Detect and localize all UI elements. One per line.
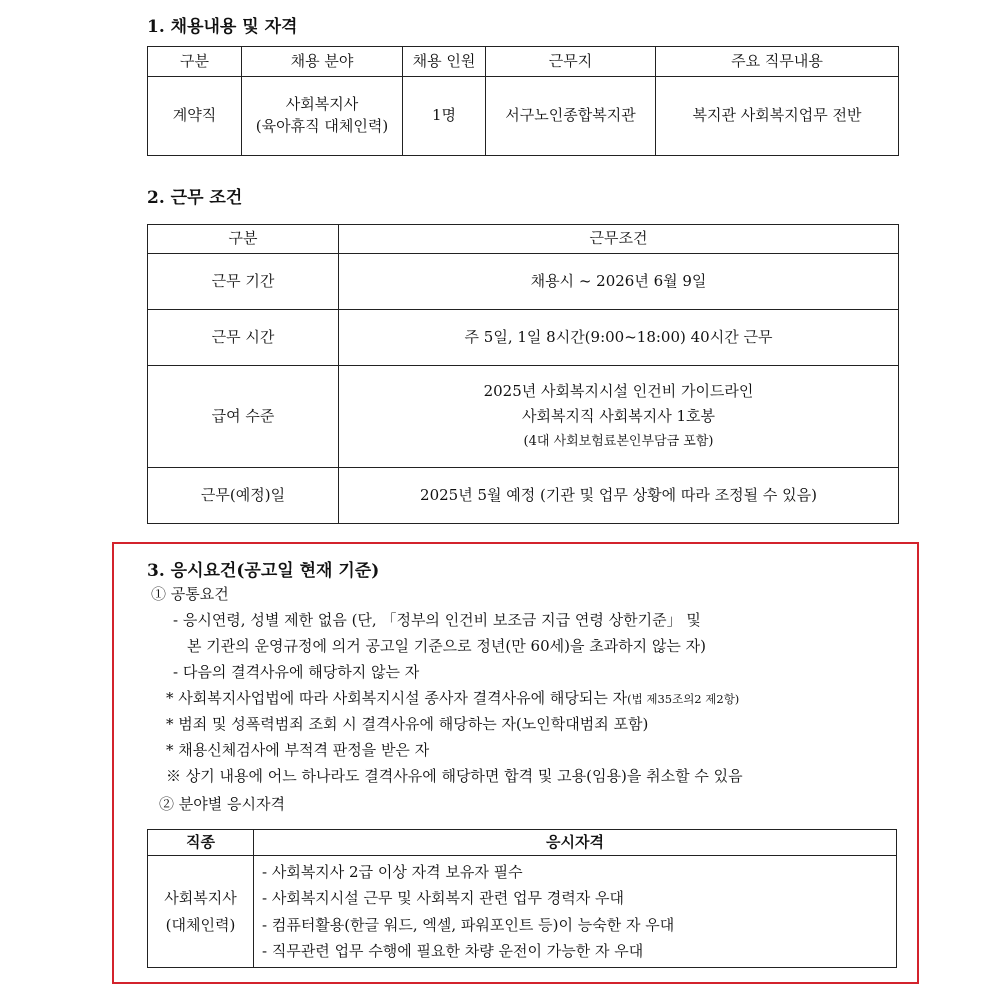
salary-line3: (4대 사회보험료본인부담금 포함) <box>523 433 714 449</box>
cell-count: 1명 <box>403 77 486 156</box>
header-job: 직종 <box>148 830 254 856</box>
section3-heading: 3. 응시요건(공고일 현재 기준) <box>147 561 380 581</box>
row-label-salary: 급여 수준 <box>148 366 339 468</box>
cell-qualifications <box>254 856 897 968</box>
qual-line-experience: - 사회복지시설 근무 및 사회복지 관련 업무 경력자 우대 <box>262 889 624 908</box>
req-line-age: - 응시연령, 성별 제한 없음 (단, 「정부의 인건비 보조금 지급 연령 상한기준」 및 <box>173 611 701 629</box>
req-line-crime-check: * 범죄 및 성폭력범죄 조회 시 결격사유에 해당하는 자(노인학대범죄 포함) <box>166 715 649 733</box>
header-field: 채용 분야 <box>242 47 403 77</box>
cell-type: 계약직 <box>148 77 242 156</box>
req-line-health-check: * 채용신체검사에 부적격 판정을 받은 자 <box>166 741 430 759</box>
row-value-hours: 주 5일, 1일 8시간(9:00~18:00) 40시간 근무 <box>339 310 899 366</box>
header-location: 근무지 <box>486 47 656 77</box>
req-line-age-cont: 본 기관의 운영규정에 의거 공고일 기준으로 정년(만 60세)을 초과하지 않는 자) <box>187 637 707 655</box>
qualifications-table <box>147 829 897 968</box>
qual-line-driving: - 직무관련 업무 수행에 필요한 차량 운전이 가능한 자 우대 <box>262 941 644 960</box>
row-label-start-date: 근무(예정)일 <box>148 468 339 524</box>
req-line-welfare-act <box>166 691 739 706</box>
header-count: 채용 인원 <box>403 47 486 77</box>
cell-field <box>242 77 403 156</box>
qual-line-license: - 사회복지사 2급 이상 자격 보유자 필수 <box>262 863 523 881</box>
salary-line1: 2025년 사회복지시설 인건비 가이드라인 <box>483 381 754 400</box>
cell-duties: 복지관 사회복지업무 전반 <box>656 77 899 156</box>
req-line-cancel-note: ※ 상기 내용에 어느 하나라도 결격사유에 해당하면 합격 및 고용(임용)을 취소할 수 있음 <box>166 767 743 785</box>
header-category: 구분 <box>148 47 242 77</box>
welfare-act-ref: (법 제35조의2 제2항) <box>627 692 740 706</box>
row-value-salary <box>339 366 899 468</box>
field-line2: (육아휴직 대체인력) <box>255 117 389 135</box>
field-requirements-title: ② 분야별 응시자격 <box>159 795 285 813</box>
job-line1: 사회복지사 <box>164 889 237 908</box>
common-requirements-title: ① 공통요건 <box>151 585 229 603</box>
work-conditions-table <box>147 224 899 524</box>
header-qualifications: 응시자격 <box>254 830 897 856</box>
header-conditions: 근무조건 <box>339 225 899 254</box>
cell-location: 서구노인종합복지관 <box>486 77 656 156</box>
header-category: 구분 <box>148 225 339 254</box>
header-duties: 주요 직무내용 <box>656 47 899 77</box>
qual-line-computer: - 컴퓨터활용(한글 워드, 엑셀, 파워포인트 등)이 능숙한 자 우대 <box>262 915 675 934</box>
job-line2: (대체인력) <box>165 915 236 934</box>
recruitment-table <box>147 46 899 156</box>
row-value-period: 채용시 ~ 2026년 6월 9일 <box>339 254 899 310</box>
field-line1: 사회복지사 <box>285 95 359 114</box>
cell-job <box>148 856 254 968</box>
row-value-start-date: 2025년 5월 예정 (기관 및 업무 상황에 따라 조정될 수 있음) <box>339 468 899 524</box>
req-line-disqualification: - 다음의 결격사유에 해당하지 않는 자 <box>173 663 420 681</box>
row-label-hours: 근무 시간 <box>148 310 339 366</box>
salary-line2: 사회복지직 사회복지사 1호봉 <box>522 407 715 426</box>
section1-heading: 1. 채용내용 및 자격 <box>147 17 298 37</box>
welfare-act-text: * 사회복지사업법에 따라 사회복지시설 종사자 결격사유에 해당되는 자 <box>166 689 628 707</box>
row-label-period: 근무 기간 <box>148 254 339 310</box>
section2-heading: 2. 근무 조건 <box>147 188 243 208</box>
